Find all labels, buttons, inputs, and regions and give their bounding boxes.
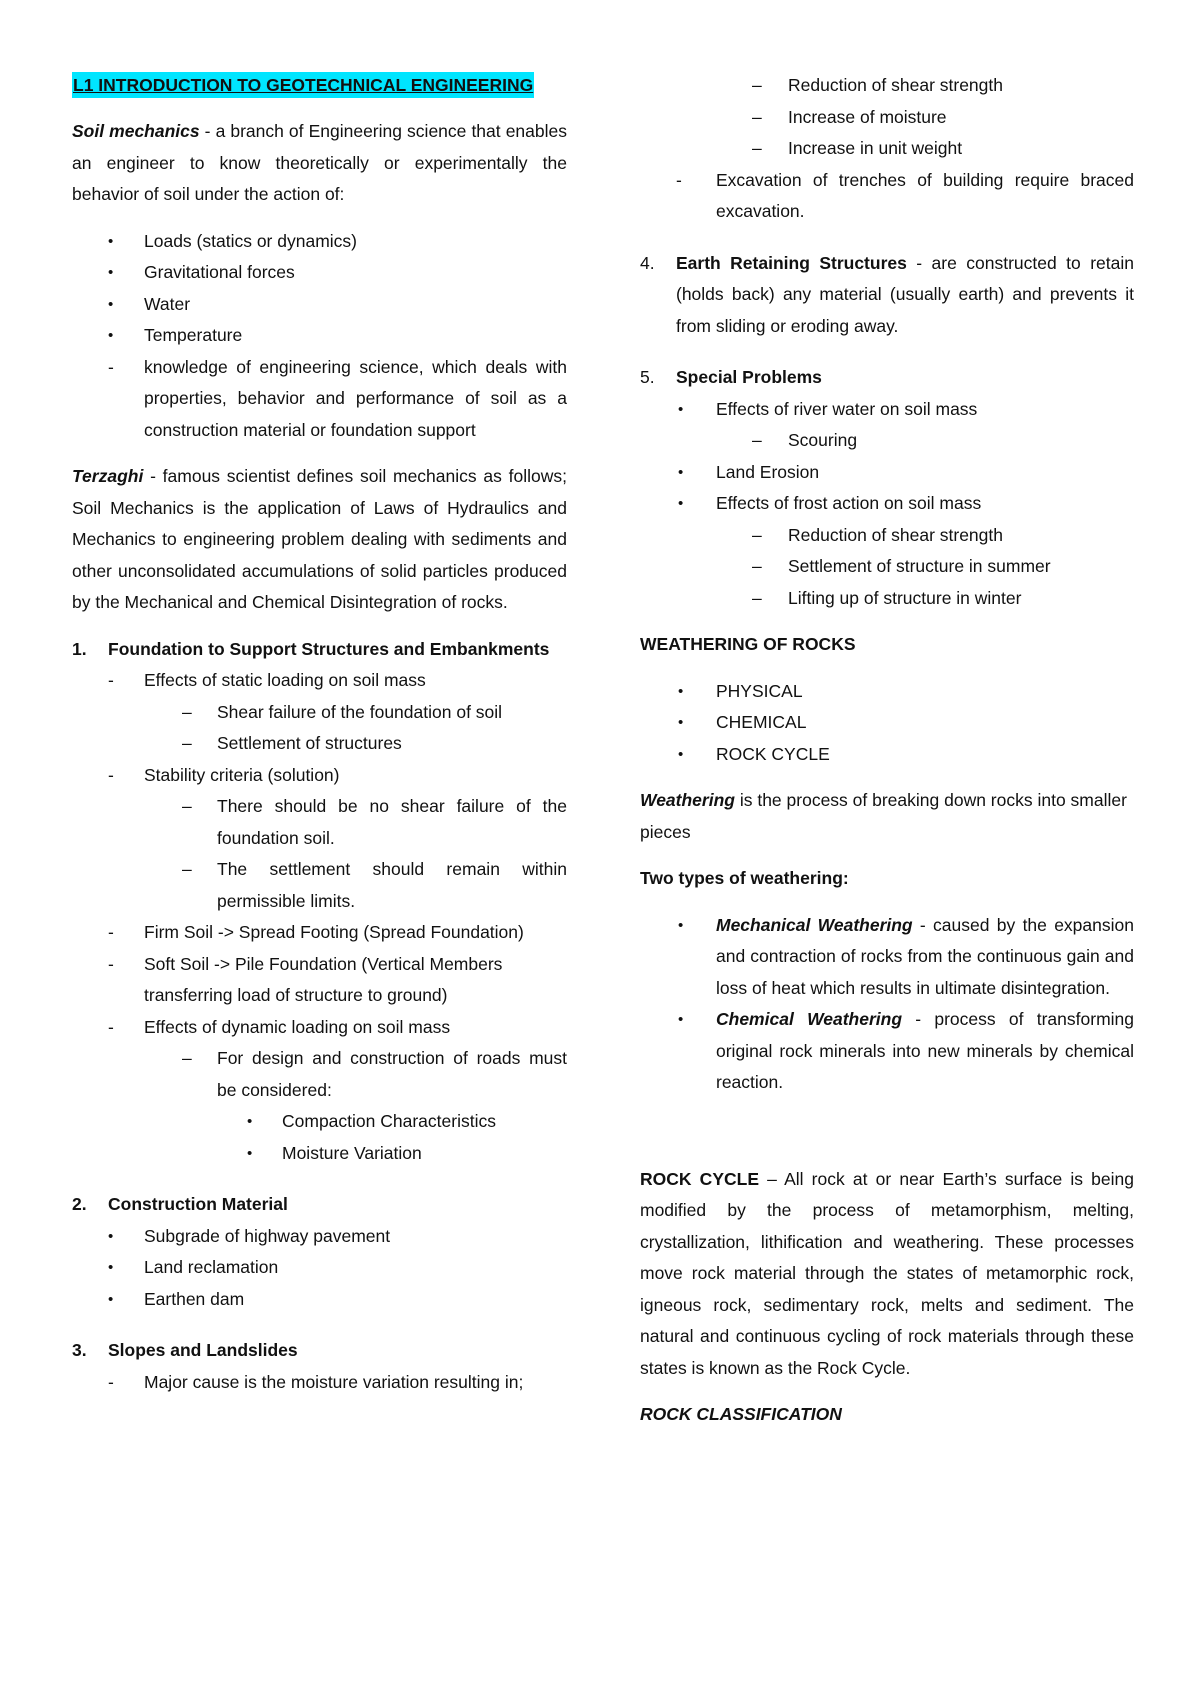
weathering-term: Weathering bbox=[640, 790, 735, 810]
list-item: – Reduction of shear strength bbox=[640, 70, 1134, 102]
terzaghi-term: Terzaghi bbox=[72, 466, 144, 486]
list-item: – For design and construction of roads must be considered: bbox=[72, 1043, 567, 1106]
list-item: – The settlement should remain within permissible limits. bbox=[72, 854, 567, 917]
dash-marker: - bbox=[676, 169, 682, 190]
left-column bbox=[72, 70, 567, 1398]
soil-mechanics-term: Soil mechanics bbox=[72, 121, 200, 141]
dash-marker: - bbox=[108, 670, 114, 690]
list-item: – Settlement of structures bbox=[72, 728, 567, 760]
bullet-marker: • bbox=[108, 295, 114, 313]
dash-marker: – bbox=[752, 556, 762, 576]
bullet-marker: • bbox=[678, 463, 684, 481]
bullet-marker: • bbox=[678, 1011, 684, 1028]
dash-marker: – bbox=[752, 430, 762, 450]
rock-cycle-paragraph: ROCK CYCLE – All rock at or near Earth’s surface is being modified by the process of metamorphism, melting, crystallization, lithification and weathering. These processes move rock material through the states of metamorphic rock, igneous rock, sedimentary rock, melts and sediment. The natural and continuous cycling of rock materials through these states is known as the Rock Cycle. bbox=[640, 1168, 1134, 1378]
list-item: • Loads (statics or dynamics) bbox=[72, 226, 567, 258]
bullet-marker: • bbox=[247, 1144, 253, 1162]
dash-marker: – bbox=[182, 1048, 192, 1068]
dash-marker: - bbox=[108, 356, 114, 377]
list-item: – Settlement of structure in summer bbox=[640, 551, 1134, 583]
list-item: • Temperature bbox=[72, 320, 567, 352]
bullet-marker: • bbox=[678, 745, 684, 763]
list-item: – Scouring bbox=[640, 425, 1134, 457]
document-title: L1 INTRODUCTION TO GEOTECHNICAL ENGINEERING bbox=[72, 72, 534, 98]
list-item: - Firm Soil -> Spread Footing (Spread Foundation) bbox=[72, 917, 567, 949]
list-item: • Land reclamation bbox=[72, 1252, 567, 1284]
section-heading: 5. Special Problems bbox=[640, 367, 822, 387]
dash-marker: - bbox=[108, 953, 114, 974]
list-item: - Soft Soil -> Pile Foundation (Vertical Members transferring load of structure to ground) bbox=[72, 949, 567, 1012]
list-item: • Effects of frost action on soil mass bbox=[640, 488, 1134, 520]
list-item: • Moisture Variation bbox=[72, 1138, 567, 1170]
list-item: • CHEMICAL bbox=[640, 707, 1134, 739]
dash-marker: – bbox=[752, 138, 762, 158]
dash-marker: – bbox=[752, 106, 762, 127]
list-item: • Compaction Characteristics bbox=[72, 1106, 567, 1138]
bullet-marker: • bbox=[108, 264, 114, 281]
list-item: • Chemical Weathering - process of transforming original rock minerals into new minerals by chemical reaction. bbox=[640, 1004, 1134, 1099]
dash-marker: - bbox=[108, 922, 114, 942]
right-column bbox=[640, 70, 1134, 1431]
list-item: • Land Erosion bbox=[640, 457, 1134, 489]
dash-marker: - bbox=[108, 1016, 114, 1037]
list-item: - Major cause is the moisture variation resulting in; bbox=[72, 1367, 567, 1399]
list-item: – There should be no shear failure of the foundation soil. bbox=[72, 791, 567, 854]
dash-marker: – bbox=[182, 733, 192, 753]
weathering-heading: WEATHERING OF ROCKS bbox=[640, 634, 856, 654]
list-item: – Reduction of shear strength bbox=[640, 520, 1134, 552]
list-item: – Shear failure of the foundation of soil bbox=[72, 697, 567, 729]
list-item: - Excavation of trenches of building require braced excavation. bbox=[640, 165, 1134, 228]
list-item: • Effects of river water on soil mass bbox=[640, 394, 1134, 426]
list-item: – Increase of moisture bbox=[640, 102, 1134, 134]
dash-marker: – bbox=[752, 587, 762, 608]
bullet-marker: • bbox=[108, 1290, 114, 1308]
list-item: • Subgrade of highway pavement bbox=[72, 1221, 567, 1253]
two-types-heading: Two types of weathering: bbox=[640, 868, 849, 888]
bullet-marker: • bbox=[678, 682, 684, 700]
list-item: - Stability criteria (solution) bbox=[72, 760, 567, 792]
list-item: • ROCK CYCLE bbox=[640, 739, 1134, 771]
soil-mechanics-definition: - a branch of Engineering science that enables an engineer to know theoretically or experimentally the behavior of soil under the action of: bbox=[72, 121, 567, 204]
list-item: – Increase in unit weight bbox=[640, 133, 1134, 165]
rock-cycle-term: ROCK CYCLE bbox=[640, 1168, 759, 1189]
bullet-marker: • bbox=[678, 400, 684, 418]
bullet-marker: • bbox=[678, 495, 684, 512]
terzaghi-paragraph bbox=[72, 461, 567, 619]
list-item: • Gravitational forces bbox=[72, 257, 567, 289]
bullet-marker: • bbox=[108, 327, 114, 344]
section-item: 4. Earth Retaining Structures - are constructed to retain (holds back) any material (usually earth) and prevents it from sliding or eroding away. bbox=[640, 252, 1134, 336]
bullet-marker: • bbox=[108, 232, 114, 250]
bullet-marker: • bbox=[678, 714, 684, 731]
dash-marker: – bbox=[182, 859, 192, 879]
list-item: • Earthen dam bbox=[72, 1284, 567, 1316]
list-item: - knowledge of engineering science, which deals with properties, behavior and performance of soil as a construction material or foundation support bbox=[72, 352, 567, 447]
list-item: - Effects of dynamic loading on soil mass bbox=[72, 1012, 567, 1044]
dash-marker: – bbox=[752, 524, 762, 545]
bullet-marker: • bbox=[108, 1259, 114, 1276]
bullet-marker: • bbox=[678, 916, 684, 934]
bullet-marker: • bbox=[108, 1227, 114, 1245]
dash-marker: – bbox=[182, 796, 192, 816]
section-heading: 1. Foundation to Support Structures and Embankments bbox=[72, 638, 550, 659]
soil-mechanics-paragraph bbox=[72, 116, 567, 211]
terzaghi-definition: - famous scientist defines soil mechanics as follows; Soil Mechanics is the application of Laws of Hydraulics and Mechanics to engineering problem dealing with sediments and other unconsolidated accumulations of solid particles produced by the Mechanical and Chemical Disintegration of rocks. bbox=[72, 466, 567, 612]
dash-marker: - bbox=[108, 1371, 114, 1392]
section-heading: 2. Construction Material bbox=[72, 1194, 288, 1214]
list-item: - Effects of static loading on soil mass bbox=[72, 665, 567, 697]
list-item: • Mechanical Weathering - caused by the expansion and contraction of rocks from the continuous gain and loss of heat which results in ultimate disintegration. bbox=[640, 910, 1134, 1005]
weathering-paragraph: Weathering is the process of breaking down rocks into smaller pieces bbox=[640, 790, 1127, 842]
list-item: • PHYSICAL bbox=[640, 676, 1134, 708]
section-heading: 3. Slopes and Landslides bbox=[72, 1340, 298, 1360]
bullet-marker: • bbox=[247, 1113, 253, 1130]
list-item: – Lifting up of structure in winter bbox=[640, 583, 1134, 615]
dash-marker: - bbox=[108, 764, 114, 785]
list-item: • Water bbox=[72, 289, 567, 321]
rock-classification-heading: ROCK CLASSIFICATION bbox=[640, 1404, 842, 1424]
dash-marker: – bbox=[182, 701, 192, 722]
dash-marker: – bbox=[752, 75, 762, 95]
